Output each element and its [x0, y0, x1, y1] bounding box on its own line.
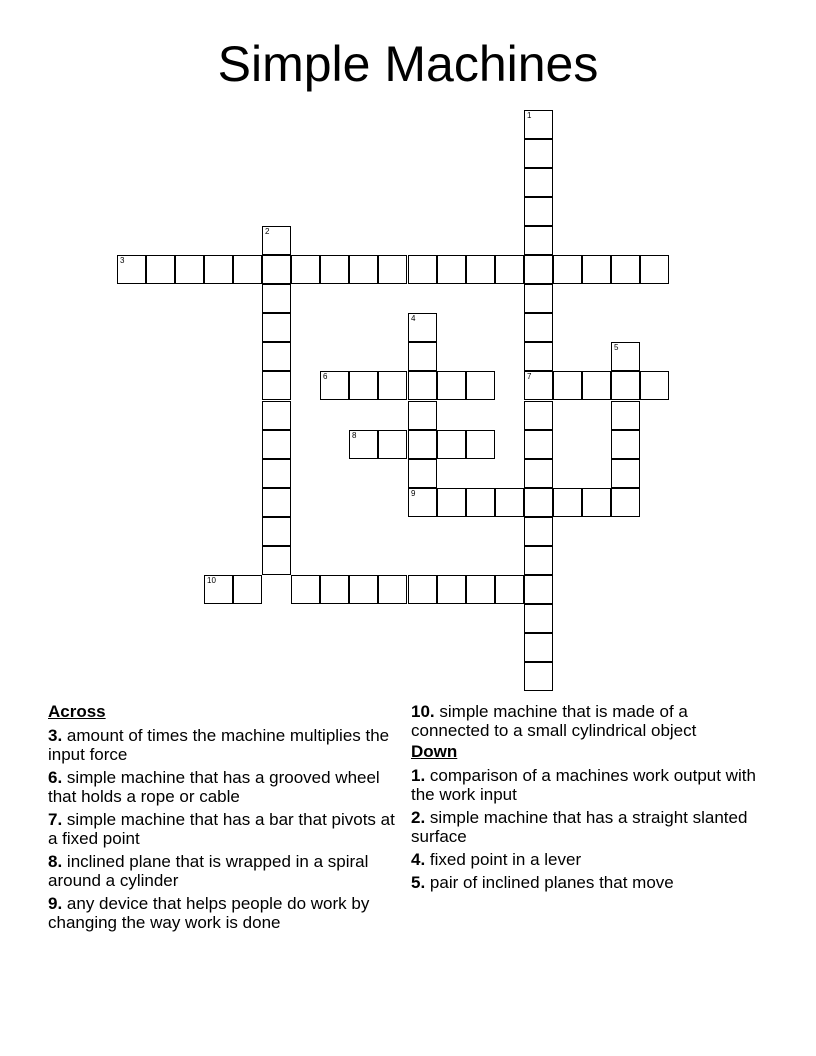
grid-cell[interactable] — [437, 371, 466, 400]
grid-cell[interactable] — [524, 226, 553, 255]
grid-cell[interactable] — [466, 255, 495, 284]
clue-number-label: 9 — [411, 489, 416, 498]
clue-text: simple machine that has a straight slanted surface — [411, 808, 748, 846]
clue-number: 4. — [411, 850, 426, 869]
grid-cell[interactable] — [582, 255, 611, 284]
clues-column-left — [48, 702, 408, 936]
clue-number: 8. — [48, 852, 63, 871]
across-clue-10 — [411, 702, 771, 740]
grid-cell[interactable] — [611, 488, 640, 517]
grid-cell[interactable] — [146, 255, 175, 284]
grid-cell[interactable] — [524, 313, 553, 342]
grid-cell[interactable] — [553, 255, 582, 284]
clue-number-label: 10 — [207, 576, 216, 585]
grid-cell[interactable] — [495, 488, 524, 517]
grid-cell[interactable] — [262, 313, 291, 342]
grid-cell[interactable] — [524, 517, 553, 546]
grid-cell[interactable] — [495, 255, 524, 284]
clue-number: 6. — [48, 768, 63, 787]
grid-cell[interactable] — [262, 401, 291, 430]
grid-cell[interactable] — [117, 255, 146, 284]
across-clue-8 — [48, 852, 408, 890]
grid-cell[interactable] — [204, 575, 233, 604]
clue-number: 5. — [411, 873, 426, 892]
grid-cell[interactable] — [495, 575, 524, 604]
grid-cell[interactable] — [262, 488, 291, 517]
grid-cell[interactable] — [524, 488, 553, 517]
grid-cell[interactable] — [233, 575, 262, 604]
clue-number: 10. — [411, 702, 435, 721]
grid-cell[interactable] — [524, 633, 553, 662]
across-clue-3 — [48, 726, 408, 764]
clue-number-label: 1 — [527, 111, 532, 120]
grid-cell[interactable] — [262, 226, 291, 255]
grid-cell[interactable] — [291, 255, 320, 284]
grid-cell[interactable] — [408, 488, 437, 517]
grid-cell[interactable] — [262, 342, 291, 371]
clue-number-label: 5 — [614, 343, 619, 352]
grid-cell[interactable] — [524, 662, 553, 691]
clue-text: inclined plane that is wrapped in a spiral around a cylinder — [48, 852, 369, 890]
grid-cell[interactable] — [378, 430, 407, 459]
clue-text: amount of times the machine multiplies the input force — [48, 726, 390, 764]
grid-cell[interactable] — [582, 488, 611, 517]
clue-text: fixed point in a lever — [429, 850, 582, 869]
grid-cell[interactable] — [611, 342, 640, 371]
grid-cell[interactable] — [262, 284, 291, 313]
clue-number-label: 2 — [265, 227, 270, 236]
clue-text: simple machine that has a bar that pivots at a fixed point — [48, 810, 395, 848]
clue-number: 7. — [48, 810, 63, 829]
page-title: Simple Machines — [217, 36, 599, 92]
grid-cell[interactable] — [524, 604, 553, 633]
grid-cell[interactable] — [524, 575, 553, 604]
grid-cell[interactable] — [524, 546, 553, 575]
grid-cell[interactable] — [524, 371, 553, 400]
clue-number-label: 7 — [527, 372, 532, 381]
across-heading: Across — [48, 702, 106, 721]
clue-text: any device that helps people do work by changing the way work is done — [48, 894, 370, 932]
clue-number: 9. — [48, 894, 63, 913]
grid-cell[interactable] — [437, 575, 466, 604]
grid-cell[interactable] — [262, 546, 291, 575]
grid-cell[interactable] — [524, 255, 553, 284]
clue-number-label: 4 — [411, 314, 416, 323]
grid-cell[interactable] — [611, 430, 640, 459]
down-clue-5 — [411, 873, 771, 892]
grid-cell[interactable] — [524, 430, 553, 459]
grid-cell[interactable] — [437, 430, 466, 459]
grid-cell[interactable] — [524, 168, 553, 197]
grid-cell[interactable] — [408, 313, 437, 342]
grid-cell[interactable] — [262, 430, 291, 459]
grid-cell[interactable] — [262, 517, 291, 546]
grid-cell[interactable] — [524, 284, 553, 313]
grid-cell[interactable] — [611, 371, 640, 400]
clue-text: comparison of a machines work output with the work input — [411, 766, 756, 804]
grid-cell[interactable] — [320, 255, 349, 284]
grid-cell[interactable] — [437, 255, 466, 284]
grid-cell[interactable] — [553, 371, 582, 400]
grid-cell[interactable] — [378, 371, 407, 400]
grid-cell[interactable] — [524, 139, 553, 168]
grid-cell[interactable] — [408, 342, 437, 371]
across-clue-6 — [48, 768, 408, 806]
down-clue-4 — [411, 850, 771, 869]
grid-cell[interactable] — [408, 575, 437, 604]
grid-cell[interactable] — [553, 488, 582, 517]
grid-cell[interactable] — [611, 459, 640, 488]
down-heading: Down — [411, 742, 458, 761]
grid-cell[interactable] — [466, 371, 495, 400]
clue-text: simple machine that has a grooved wheel that holds a rope or cable — [48, 768, 380, 806]
grid-cell[interactable] — [437, 488, 466, 517]
grid-cell[interactable] — [262, 255, 291, 284]
grid-cell[interactable] — [378, 575, 407, 604]
grid-cell[interactable] — [349, 371, 378, 400]
grid-cell[interactable] — [349, 430, 378, 459]
grid-cell[interactable] — [320, 575, 349, 604]
grid-cell[interactable] — [408, 371, 437, 400]
grid-cell[interactable] — [349, 575, 378, 604]
grid-cell[interactable] — [408, 459, 437, 488]
clue-number-label: 8 — [352, 431, 357, 440]
grid-cell[interactable] — [466, 430, 495, 459]
grid-cell[interactable] — [320, 371, 349, 400]
grid-cell[interactable] — [611, 401, 640, 430]
grid-cell[interactable] — [640, 371, 669, 400]
grid-cell[interactable] — [466, 575, 495, 604]
clue-number: 2. — [411, 808, 426, 827]
grid-cell[interactable] — [349, 255, 378, 284]
clues-column-right — [411, 702, 771, 896]
across-clue-7 — [48, 810, 408, 848]
grid-cell[interactable] — [524, 459, 553, 488]
grid-cell[interactable] — [408, 255, 437, 284]
grid-cell[interactable] — [291, 575, 320, 604]
grid-cell[interactable] — [582, 371, 611, 400]
grid-cell[interactable] — [524, 401, 553, 430]
grid-cell[interactable] — [466, 488, 495, 517]
grid-cell[interactable] — [408, 401, 437, 430]
clue-text: simple machine that is made of a connected to a small cylindrical object — [411, 702, 697, 740]
grid-cell[interactable] — [408, 430, 437, 459]
clue-number: 1. — [411, 766, 426, 785]
grid-cell[interactable] — [233, 255, 262, 284]
grid-cell[interactable] — [524, 342, 553, 371]
grid-cell[interactable] — [204, 255, 233, 284]
grid-cell[interactable] — [640, 255, 669, 284]
down-clue-2 — [411, 808, 771, 846]
down-clue-1 — [411, 766, 771, 804]
grid-cell[interactable] — [262, 371, 291, 400]
clue-number-label: 3 — [120, 256, 125, 265]
clue-text: pair of inclined planes that move — [429, 873, 674, 892]
grid-cell[interactable] — [524, 110, 553, 139]
grid-cell[interactable] — [175, 255, 204, 284]
grid-cell[interactable] — [378, 255, 407, 284]
clue-number-label: 6 — [323, 372, 328, 381]
across-clue-9 — [48, 894, 408, 932]
clue-number: 3. — [48, 726, 63, 745]
grid-cell[interactable] — [611, 255, 640, 284]
grid-cell[interactable] — [524, 197, 553, 226]
grid-cell[interactable] — [262, 459, 291, 488]
